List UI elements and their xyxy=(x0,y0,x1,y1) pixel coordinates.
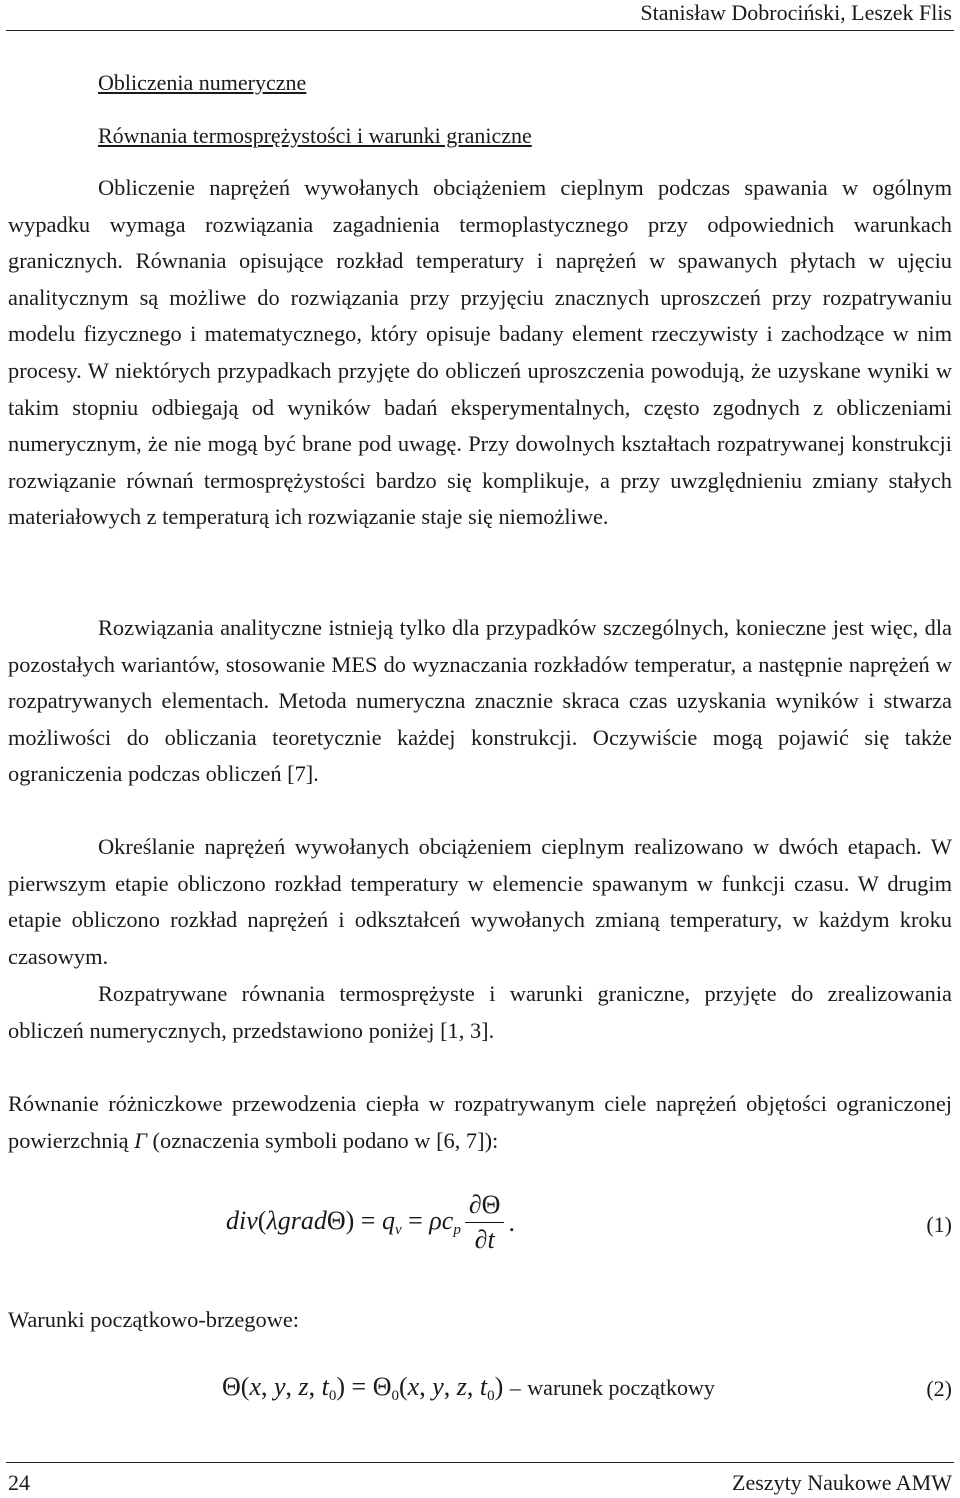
paragraph-heat-equation-intro xyxy=(8,1086,952,1159)
paragraph-intro: Obliczenie naprężeń wywołanych obciążeniem cieplnym podczas spawania w ogólnym wypadku wymaga rozwiązania zagadnienia termoplastycznego przy odpowiednich warunkach granicznych. Równania opisujące rozkład temperatury i naprężeń w spawanych płytach w ujęciu analitycznym są możliwe do rozwiązania przy przyjęciu znacznych uproszczeń przy rozpatrywaniu modelu fizycznego i matematycznego, który opisuje badany element rzeczywisty i zachodzące w nim procesy. W niektórych przypadkach przyjęte do obliczeń uproszczenia powodują, że uzyskane wyniki w takim stopniu odbiegają od wyników badań eksperymentalnych, często zgodnych z obliczeniami numerycznym, że nie mogą być brane pod uwagę. Przy dowolnych kształtach rozpatrywanej konstrukcji rozwiązanie równań termosprężystości bardzo się komplikuje, a przy uwzględnieniu zmiany stałych materiałowych z temperaturą ich rozwiązanie staje się niemożliwe. xyxy=(8,175,952,530)
page-number: 24 xyxy=(8,1470,30,1495)
journal-name: Zeszyty Naukowe AMW xyxy=(732,1470,952,1495)
equation-1-number: (1) xyxy=(926,1212,952,1237)
footer-divider xyxy=(6,1462,954,1463)
gamma-symbol: Γ xyxy=(134,1127,147,1153)
heat-intro-text-b: (oznaczenia symboli podano w [6, 7]): xyxy=(146,1127,499,1153)
section-heading-numerical: Obliczenia numeryczne xyxy=(98,70,307,95)
equation-2-body: Θ(x, y, z, $t_0) = \Theta_0(x$, y, z, $t_0$) – warunek początkowy xyxy=(222,1372,715,1404)
paragraph-equations-intro: Rozpatrywane równania termosprężyste i warunki graniczne, przyjęte do zrealizowania obliczeń numerycznych, przedstawiono poniżej [1, 3]. xyxy=(8,981,952,1043)
section-heading-thermoelasticity: Równania termosprężystości i warunki graniczne xyxy=(98,123,532,148)
equation-2 xyxy=(0,1372,960,1442)
paragraph-analytical-solutions: Rozwiązania analityczne istnieją tylko dla przypadków szczególnych, konieczne jest więc, dla pozostałych wariantów, stosowanie MES do wyznaczania rozkładów temperatur, a następnie naprężeń w rozpatrywanych elementach. Metoda numeryczna znacznie skraca czas uzyskania wyników i stwarza możliwości do obliczania teoretycznie każdej konstrukcji. Oczywiście mogą pojawić się także ograniczenia podczas obliczeń [7]. xyxy=(8,615,952,787)
running-header-author: Stanisław Dobrociński, Leszek Flis xyxy=(640,0,952,25)
heat-intro-text-a: Równanie różniczkowe przewodzenia ciepła w rozpatrywanym ciele naprężeń objętości ograniczonej powierzchnią xyxy=(8,1091,952,1153)
header-divider xyxy=(6,30,954,31)
equation-2-text: warunek początkowy xyxy=(527,1375,715,1400)
equation-1 xyxy=(0,1190,960,1260)
equation-2-number: (2) xyxy=(926,1376,952,1401)
equation-1-body: div(λgradΘ) = $q_v = \rho c_p$ $\frac{\partial\Theta}{\partial t}$ . xyxy=(226,1190,515,1254)
paragraph-stress-determination: Określanie naprężeń wywołanych obciążeniem cieplnym realizowano w dwóch etapach. W pierwszym etapie obliczono rozkład temperatury w elemencie spawanym w funkcji czasu. W drugim etapie obliczono rozkład naprężeń i odkształceń wywołanych zmianą temperatury, w każdym kroku czasowym. xyxy=(8,834,952,969)
paragraph-boundary-conditions: Warunki początkowo-brzegowe: xyxy=(8,1307,300,1332)
